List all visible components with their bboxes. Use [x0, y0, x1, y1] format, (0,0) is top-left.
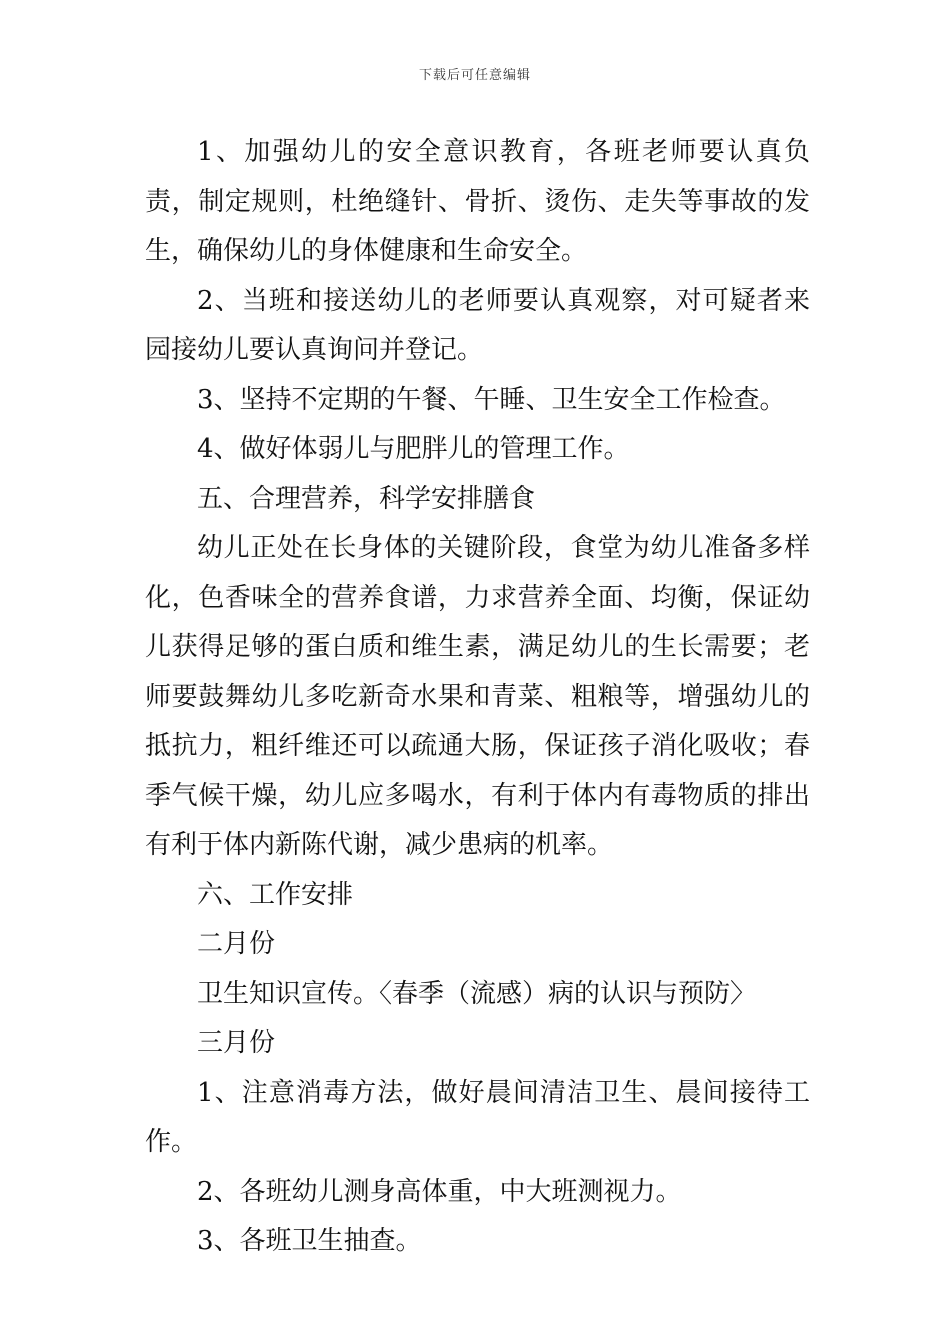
paragraph-safety-inspection: 3、坚持不定期的午餐、午睡、卫生安全工作检查。 [197, 384, 786, 415]
paragraph-hygiene-check: 3、各班卫生抽查。 [197, 1226, 422, 1256]
month-heading-february: 二月份 [197, 929, 276, 959]
section-heading-work-schedule: 六、工作安排 [197, 879, 354, 910]
paragraph-health-publicity: 卫生知识宣传。〈春季（流感）病的认识与预防〉 [197, 978, 757, 1009]
paragraph-nutrition: 幼儿正处在长身体的关键阶段，食堂为幼儿准备多样化，色香味全的营养食谱，力求营养全面、均衡，保证幼儿获得足够的蛋白质和维生素，满足幼儿的生长需要；老师要鼓舞幼儿多吃新奇水果和青菜、粗粮等，增强幼儿的抵抗力，粗纤维还可以疏通大肠，保证孩子消化吸收；春季气候干燥，幼儿应多喝水，有利于体内有毒物质的排出有利于体内新陈代谢，减少患病的机率。 [145, 533, 810, 860]
paragraph-safety-education: 1、加强幼儿的安全意识教育，各班老师要认真负责，制定规则，杜绝缝针、骨折、烫伤、走失等事故的发生，确保幼儿的身体健康和生命安全。 [145, 137, 810, 266]
page-header-note: 下载后可任意编辑 [418, 68, 531, 83]
document-body [145, 128, 810, 1267]
paragraph-weak-obese-management: 4、做好体弱儿与肥胖儿的管理工作。 [197, 434, 630, 464]
paragraph-pickup-observation: 2、当班和接送幼儿的老师要认真观察，对可疑者来园接幼儿要认真询问并登记。 [145, 285, 810, 365]
paragraph-height-weight: 2、各班幼儿测身高体重，中大班测视力。 [197, 1176, 682, 1207]
section-heading-nutrition: 五、合理营养，科学安排膳食 [197, 483, 536, 514]
paragraph-disinfection: 1、注意消毒方法，做好晨间清洁卫生、晨间接待工作。 [145, 1077, 810, 1157]
month-heading-march: 三月份 [197, 1028, 276, 1058]
